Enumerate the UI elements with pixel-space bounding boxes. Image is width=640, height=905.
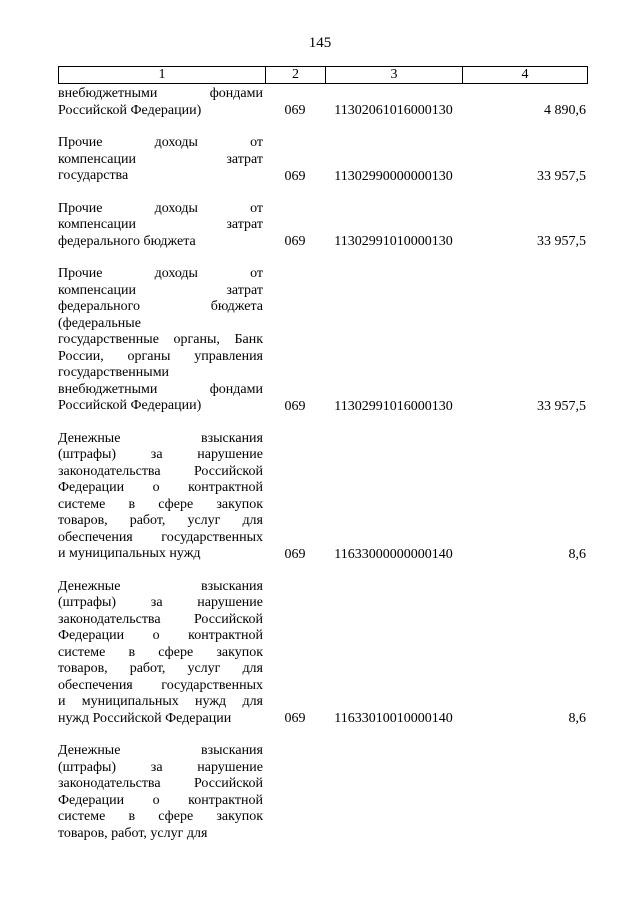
row-name-line: Федерации о контрактной xyxy=(58,480,263,495)
row-amount: 33 957,5 xyxy=(537,168,586,184)
table-row xyxy=(58,431,588,563)
table-header-row xyxy=(58,66,588,84)
row-admin-code: 069 xyxy=(284,398,306,414)
row-kbk-code: 11302061016000130 xyxy=(334,103,453,118)
table-row xyxy=(58,579,588,728)
row-kbk-code: 11302991016000130 xyxy=(334,398,453,414)
row-values xyxy=(58,233,588,250)
table-header-cell-3: 3 xyxy=(326,67,463,83)
row-name-line: обеспечения государственных xyxy=(58,529,263,545)
row-kbk-code: 11302991010000130 xyxy=(334,234,453,249)
row-amount: 8,6 xyxy=(568,711,586,726)
row-name-line: федерального бюджета xyxy=(58,233,196,249)
table-row xyxy=(58,135,588,185)
row-name-line: Федерации о контрактной xyxy=(58,792,263,808)
row-admin-code: 069 xyxy=(284,234,306,249)
row-name-cell xyxy=(58,266,263,415)
page-number: 145 xyxy=(308,35,332,51)
row-name-line: обеспечения государственных xyxy=(58,677,263,693)
table-row xyxy=(58,266,588,415)
row-values xyxy=(58,825,588,842)
row-amount: 4 890,6 xyxy=(544,103,586,118)
row-name-line: Прочие доходы от xyxy=(58,266,263,281)
row-values xyxy=(58,168,588,185)
row-name-line: федерального бюджета xyxy=(58,299,263,314)
row-values xyxy=(58,102,588,119)
table-body xyxy=(58,86,588,842)
row-name-line: Российской Федерации) xyxy=(58,102,202,118)
row-name-line: товаров, работ, услуг для xyxy=(58,661,263,676)
row-values xyxy=(58,710,588,727)
row-name-line: России, органы управления xyxy=(58,348,263,364)
row-kbk-code: 11633000000000140 xyxy=(334,546,453,562)
table-row xyxy=(58,743,588,842)
table-header-cell-2: 2 xyxy=(266,67,326,83)
row-name-line: законодательства Российской xyxy=(58,611,263,627)
row-name-line: товаров, работ, услуг для xyxy=(58,513,263,528)
row-name-line: товаров, работ, услуг для xyxy=(58,825,208,841)
table-row xyxy=(58,86,588,119)
table-header-cell-1: 1 xyxy=(59,67,266,83)
row-name-line: компенсации затрат xyxy=(58,217,263,232)
row-name-cell xyxy=(58,431,263,563)
row-name-line: государства xyxy=(58,168,129,183)
table-row xyxy=(58,201,588,251)
row-name-line: системе в сфере закупок xyxy=(58,809,263,824)
row-name-line: (штрафы) за нарушение xyxy=(58,759,263,775)
row-name-line: Прочие доходы от xyxy=(58,135,263,150)
table-header-cell-4: 4 xyxy=(521,67,529,82)
row-amount: 33 957,5 xyxy=(537,234,586,249)
row-name-line: Федерации о контрактной xyxy=(58,628,263,643)
row-name-line: нужд Российской Федерации xyxy=(58,710,232,726)
row-amount: 33 957,5 xyxy=(537,398,586,414)
row-name-line: (штрафы) за нарушение xyxy=(58,595,263,610)
row-name-line: Денежные взыскания xyxy=(58,430,263,446)
row-name-line: Прочие доходы от xyxy=(58,200,263,216)
row-kbk-code: 11633010010000140 xyxy=(334,711,453,726)
row-admin-code: 069 xyxy=(284,103,306,118)
row-name-line: государственными xyxy=(58,365,170,380)
row-name-line: Денежные взыскания xyxy=(58,578,263,594)
row-name-line: законодательства Российской xyxy=(58,463,263,479)
row-name-line: государственные органы, Банк xyxy=(58,332,263,347)
row-name-line: и муниципальных нужд xyxy=(58,546,201,561)
row-name-line: законодательства Российской xyxy=(58,776,263,791)
row-amount: 8,6 xyxy=(568,546,586,562)
row-values xyxy=(58,546,588,563)
row-name-line: системе в сфере закупок xyxy=(58,644,263,660)
row-name-line: компенсации затрат xyxy=(58,282,263,298)
row-name-line: Денежные взыскания xyxy=(58,743,263,758)
row-admin-code: 069 xyxy=(284,711,306,726)
row-admin-code: 069 xyxy=(284,168,306,184)
row-kbk-code: 11302990000000130 xyxy=(334,168,453,184)
row-values xyxy=(58,398,588,415)
row-name-line: (штрафы) за нарушение xyxy=(58,447,263,462)
row-name-line: компенсации затрат xyxy=(58,151,263,167)
row-name-line: системе в сфере закупок xyxy=(58,496,263,512)
row-name-cell xyxy=(58,579,263,728)
row-name-line: внебюджетными фондами xyxy=(58,86,263,101)
row-name-line: (федеральные xyxy=(58,315,141,331)
row-name-line: и муниципальных нужд для xyxy=(58,694,263,709)
row-name-line: Российской Федерации) xyxy=(58,398,202,413)
row-admin-code: 069 xyxy=(284,546,306,562)
row-name-line: внебюджетными фондами xyxy=(58,381,263,397)
